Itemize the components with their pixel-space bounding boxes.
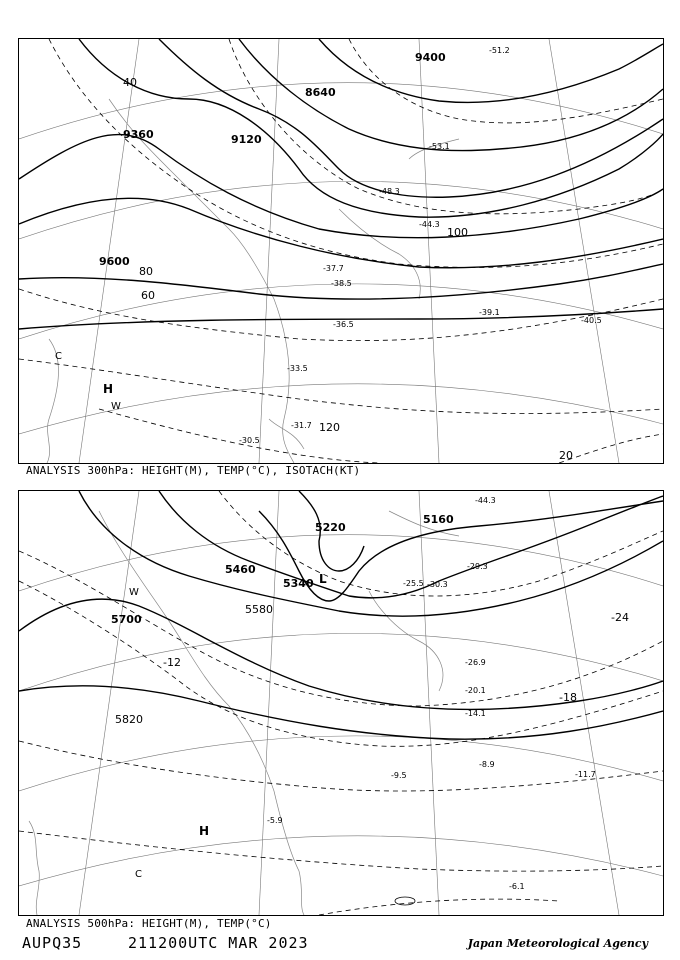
isotherm-label: -12 (163, 656, 181, 669)
high-center: H (103, 382, 114, 396)
temp-label: -51.2 (489, 46, 510, 55)
temp-label: -5.9 (267, 816, 283, 825)
temp-label: -11.7 (575, 770, 596, 779)
cold-center: C (135, 869, 142, 880)
temp-label: -44.3 (475, 496, 496, 505)
chart-300hpa-caption: ANALYSIS 300hPa: HEIGHT(M), TEMP(°C), ISOTACH(KT) (26, 464, 361, 477)
temp-label: -29.3 (467, 562, 488, 571)
isotherm-label: -18 (559, 691, 577, 704)
temp-label: -31.7 (291, 421, 312, 430)
height-label: 5580 (245, 603, 273, 616)
isotach-label: 20 (559, 449, 573, 462)
chart-300hpa (18, 38, 664, 464)
height-label: 5460 (225, 563, 256, 576)
temp-label: -9.5 (391, 771, 407, 780)
temp-label: -30.5 (239, 436, 260, 445)
chart-code: AUPQ35 (22, 934, 83, 952)
valid-time: 211200UTC MAR 2023 (128, 934, 309, 952)
closed-contour (395, 897, 415, 905)
temp-label: -26.9 (465, 658, 486, 667)
chart-500hpa-caption: ANALYSIS 500hPa: HEIGHT(M), TEMP(°C) (26, 917, 272, 930)
height-label: 9400 (415, 51, 446, 64)
temp-label: -36.5 (333, 320, 354, 329)
warm-center: W (129, 587, 139, 598)
height-label: 9360 (123, 128, 154, 141)
chart-500hpa (18, 490, 664, 916)
height-label: 5220 (315, 521, 346, 534)
temp-label: -38.5 (331, 279, 352, 288)
warm-center: W (111, 401, 121, 412)
temp-label: -39.1 (479, 308, 500, 317)
temp-label: -8.9 (479, 760, 495, 769)
high-center: H (199, 824, 210, 838)
height-label: 5340 (283, 577, 314, 590)
temp-label: -30.3 (427, 580, 448, 589)
temp-label: -40.5 (581, 316, 602, 325)
height-label: 9120 (231, 133, 262, 146)
temp-label: -25.5 (403, 579, 424, 588)
height-label: 8640 (305, 86, 336, 99)
temp-label: -48.3 (379, 187, 400, 196)
agency-name: Japan Meteorological Agency (467, 937, 648, 950)
cold-center: C (55, 351, 62, 362)
isotach-label: 120 (319, 421, 340, 434)
height-label: 5820 (115, 713, 143, 726)
temp-label: -33.5 (287, 364, 308, 373)
isotach-label: 100 (447, 226, 468, 239)
chart-300hpa-map (19, 39, 663, 463)
height-label: 5160 (423, 513, 454, 526)
height-label: 9600 (99, 255, 130, 268)
temp-label: -53.1 (429, 142, 450, 151)
low-center: L (319, 572, 327, 586)
temp-label: -37.7 (323, 264, 344, 273)
temp-label: -20.1 (465, 686, 486, 695)
isotach-label: 60 (141, 289, 155, 302)
temp-label: -6.1 (509, 882, 525, 891)
temp-label: -44.3 (419, 220, 440, 229)
temp-label: -14.1 (465, 709, 486, 718)
isotach-label: 40 (123, 76, 137, 89)
height-label: 5700 (111, 613, 142, 626)
isotherm-label: -24 (611, 611, 629, 624)
chart-500hpa-map (19, 491, 663, 915)
isotach-label: 80 (139, 265, 153, 278)
